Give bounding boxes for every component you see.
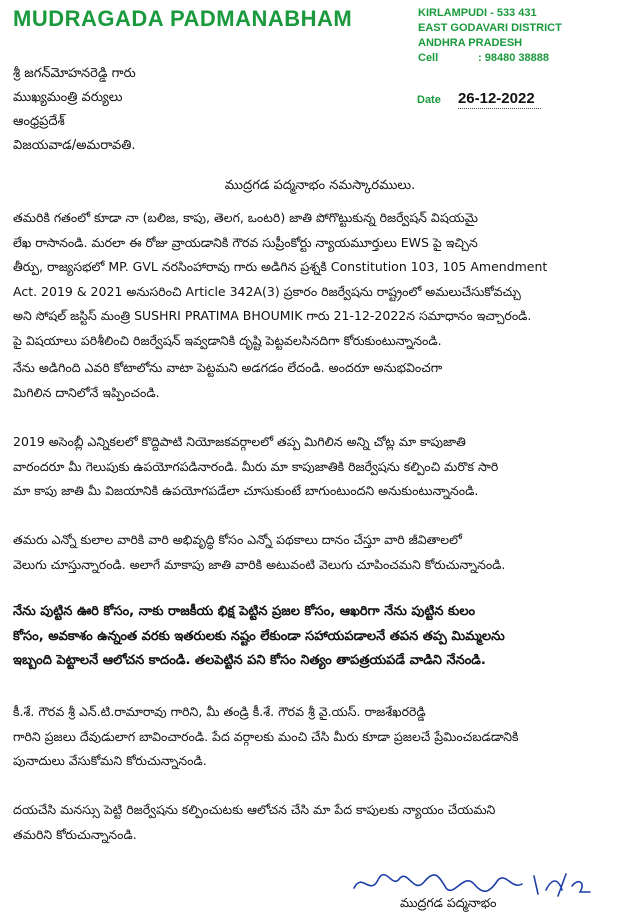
paragraph-line: తీర్పు, రాజ్యసభలో MP. GVL నరసింహారావు గారు అడిగిన ప్రశ్నకి Constitution 103, 105 Amendment: [13, 259, 548, 274]
recipient-line: శ్రీ జగన్‌మోహనరెడ్డి గారు: [13, 66, 136, 81]
paragraph-line: లేఖ రాసానండి. మరలా ఈ రోజు వ్రాయడానికి గౌరవ సుప్రీంకోర్టు న్యాయమూర్తులు EWS పై ఇచ్చిన: [13, 234, 478, 250]
recipient-line: ఆంధ్రప్రదేశ్: [13, 114, 65, 129]
letter-paragraph: [13, 798, 635, 847]
paragraph-line: అని సోషల్ జస్టిస్ మంత్రి SUSHRI PRATIMA BHOUMIK గారు 21-12-2022న సమాధానం ఇచ్చారండి.: [13, 308, 532, 323]
cell-value: : 98480 38888: [478, 52, 549, 64]
date-row: [417, 88, 541, 107]
paragraph-line: దయచేసి మనస్సు పెట్టి రిజర్వేషను కల్పించుటకు ఆలోచన చేసి మా పేద కాపులకు న్యాయం చేయమని: [13, 802, 496, 817]
letter-paragraph: [13, 700, 635, 774]
cell-row: [418, 51, 562, 66]
paragraph-line: మిగిలిన దానిలోనే ఇప్పించండి.: [13, 384, 160, 400]
letter-paragraph: [13, 430, 635, 504]
recipient-address: [13, 62, 136, 158]
letter-paragraph: [13, 356, 635, 405]
recipient-line: ముఖ్యమంత్రి వర్యులు: [13, 90, 123, 105]
date-label: Date: [417, 94, 441, 106]
letter-paragraph: [13, 206, 635, 353]
greeting: ముద్రగడ పద్మనాభం నమస్కారములు.: [224, 178, 416, 193]
recipient-line: విజయవాడ/అమరావతి.: [13, 138, 136, 153]
letterhead-name: MUDRAGADA PADMANABHAM: [13, 6, 353, 31]
paragraph-line: వారందరూ మీ గెలుపుకు ఉపయోగపడినారండి. మీరు మా కాపుజాతికి రిజర్వేషను కల్పించి మరొక సారి: [13, 458, 499, 474]
paragraph-line: తమరిని కోరుచున్నానండి.: [13, 826, 137, 842]
paragraph-line: కీ.శే. గౌరవ శ్రీ ఎన్.టి.రామారావు గారిని, మీ తండ్రి కీ.శే. గౌరవ శ్రీ వై.యస్. రాజశేఖరరెడ్డి: [13, 704, 426, 719]
paragraph-line: తమరు ఎన్నో కులాల వారికి వారి అభివృద్ధి కోసం ఎన్నో పథకాలు దానం చేస్తూ వారి జీవితాలలో: [13, 532, 463, 547]
cell-label: Cell: [418, 52, 439, 64]
paragraph-line: కోసం, అవకాశం ఉన్నంత వరకు ఇతరులకు నష్టం లేకుండా సహాయపడాలనే తపన తప్ప మిమ్మలను: [13, 628, 505, 644]
paragraph-line: గారిని ప్రజలు దేవుడులాగ బావించారండి. పేద వర్గాలకు మంచి చేసి మీరు కూడా ప్రజలచే ప్రేమించబడడానికి: [13, 728, 519, 744]
paragraph-line: Act. 2019 & 2021 అనుసరించి Article 342A(3) ప్రకారం రిజర్వేషను రాష్ట్రంలో అమలుచేసుకోవచ్చు: [13, 283, 521, 299]
paragraph-line: నేను అడిగింది ఎవరి కోటాలోను వాటా పెట్టమని అడగడం లేదండి. అందరూ అనుభవించగా: [13, 360, 443, 375]
address-line: ANDHRA PRADESH: [418, 37, 523, 49]
handwritten-signature: [352, 868, 612, 898]
paragraph-line: వెలుగు చూస్తున్నారండి. అలాగే మాకాపు జాతి వారికి అటువంటి వెలుగు చూపించమని కోరుచున్నానండి.: [13, 556, 506, 572]
paragraph-line: నేను పుట్టిన ఊరి కోసం, నాకు రాజకీయ భిక్ష పెట్టిన ప్రజల కోసం, ఆఖరిగా నేను పుట్టిన కులం: [13, 604, 476, 619]
paragraph-line: మా కాపు జాతి మీ విజయానికి ఉపయోగపడేలా చూసుకుంటే బాగుంటుందని అనుకుంటున్నానండి.: [13, 483, 479, 498]
paragraph-line: తమరికి గతంలో కూడా నా (బలిజ, కాపు, తెలగ, ఒంటరి) జాతి పోగొట్టుకున్న రిజర్వేషన్ విషయమై: [13, 210, 479, 225]
paragraph-line: పునాదులు వేసుకోమని కోరుచున్నానండి.: [13, 753, 207, 768]
paragraph-line: ఇబ్బంది పెట్టాలనే ఆలోచన కాదండి. తలపెట్టిన పని కోసం నిత్యం తాపత్రయపడే వాడిని నేనండి.: [13, 653, 486, 668]
date-value: 26-12-2022: [458, 90, 541, 109]
signature-name: ముద్రగడ పద్మనాభం: [400, 895, 497, 910]
paragraph-line: పై విషయాలు పరిశీలించి రిజర్వేషన్ ఇవ్వడానికి దృష్టి పెట్టవలసినదిగా కోరుకుంటున్నానండి.: [13, 332, 442, 348]
address-line: KIRLAMPUDI - 533 431: [418, 7, 537, 19]
address-line: EAST GODAVARI DISTRICT: [418, 22, 562, 34]
letter-paragraph-emphasis: [13, 600, 635, 674]
letter-paragraph: [13, 528, 635, 577]
letterhead-address: [418, 6, 562, 66]
paragraph-line: 2019 అసెంబ్లీ ఎన్నికలలో కొద్దిపాటి నియోజకవర్గాలలో తప్ప మిగిలిన అన్ని చోట్ల మా కాపుజాతి: [13, 434, 466, 449]
